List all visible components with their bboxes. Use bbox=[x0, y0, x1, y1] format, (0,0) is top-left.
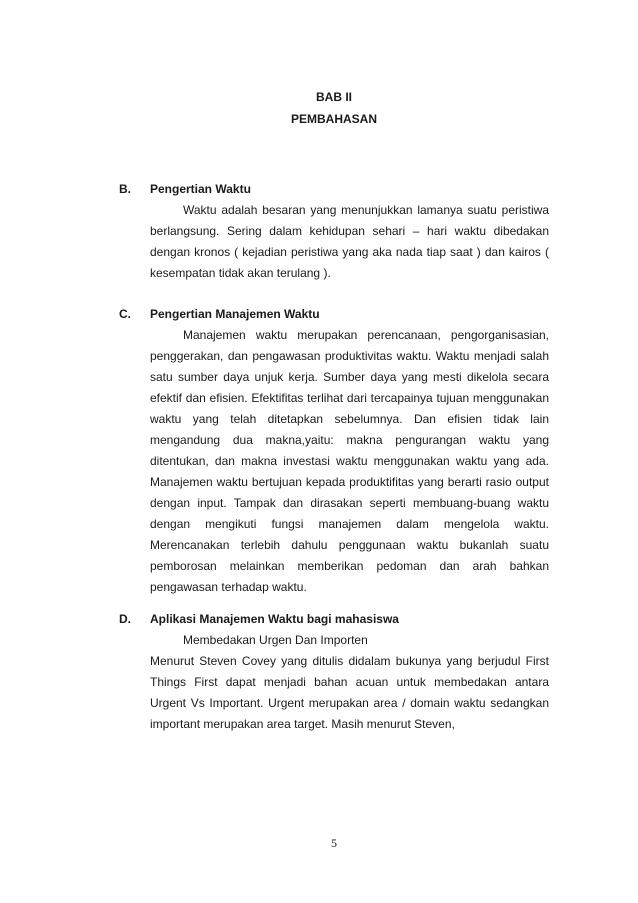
paragraph-subheading: Membedakan Urgen Dan Importen bbox=[183, 633, 368, 647]
section-pengertian-waktu bbox=[119, 180, 549, 284]
section-heading bbox=[119, 305, 549, 323]
section-aplikasi-manajemen-waktu bbox=[119, 610, 549, 735]
section-letter: D. bbox=[119, 612, 131, 626]
page-number: 5 bbox=[331, 836, 337, 850]
section-letter: C. bbox=[119, 307, 131, 321]
chapter-heading: BAB II bbox=[316, 90, 352, 104]
section-pengertian-manajemen-waktu bbox=[119, 305, 549, 598]
section-body bbox=[150, 630, 549, 735]
section-heading bbox=[119, 180, 549, 198]
paragraph: Waktu adalah besaran yang menunjukkan lamanya suatu peristiwa berlangsung. Sering dalam kehidupan sehari – hari waktu dibedakan dengan kronos ( kejadian peristiwa yang aka nada tiap saat ) dan kairos ( kesempatan tidak akan terulang ). bbox=[150, 203, 549, 280]
section-title: Pengertian Manajemen Waktu bbox=[150, 307, 320, 321]
section-body bbox=[150, 325, 549, 598]
section-heading bbox=[119, 610, 549, 628]
section-letter: B. bbox=[119, 182, 131, 196]
chapter-title: PEMBAHASAN bbox=[290, 112, 377, 126]
section-body bbox=[150, 200, 549, 284]
section-title: Pengertian Waktu bbox=[150, 182, 251, 196]
paragraph: Menurut Steven Covey yang ditulis didalam bukunya yang berjudul First Things First dapat menjadi bahan acuan untuk membedakan antara Urgent Vs Important. Urgent merupakan area / domain waktu sedangkan important merupakan area target. Masih menurut Steven, bbox=[150, 654, 549, 731]
section-title: Aplikasi Manajemen Waktu bagi mahasiswa bbox=[150, 612, 399, 626]
paragraph: Manajemen waktu merupakan perencanaan, pengorganisasian, penggerakan, dan pengawasan produktivitas waktu. Waktu menjadi salah satu sumber daya unjuk kerja. Sumber daya yang mesti dikelola secara efektif dan efisien. Efektifitas terlihat dari tercapainya tujuan menggunakan waktu yang telah ditetapkan sebelumnya. Dan efisien tidak lain mengandung dua makna,yaitu: makna pengurangan waktu yang ditentukan, dan makna investasi waktu menggunakan waktu yang ada. Manajemen waktu bertujuan kepada produktifitas yang berarti rasio output dengan input. Tampak dan dirasakan seperti membuang-buang waktu dengan mengikuti fungsi manajemen dalam mengelola waktu. Merencanakan terlebih dahulu penggunaan waktu bukanlah suatu pemborosan melainkan memberikan pedoman dan arah bahkan pengawasan terhadap waktu. bbox=[150, 328, 549, 594]
